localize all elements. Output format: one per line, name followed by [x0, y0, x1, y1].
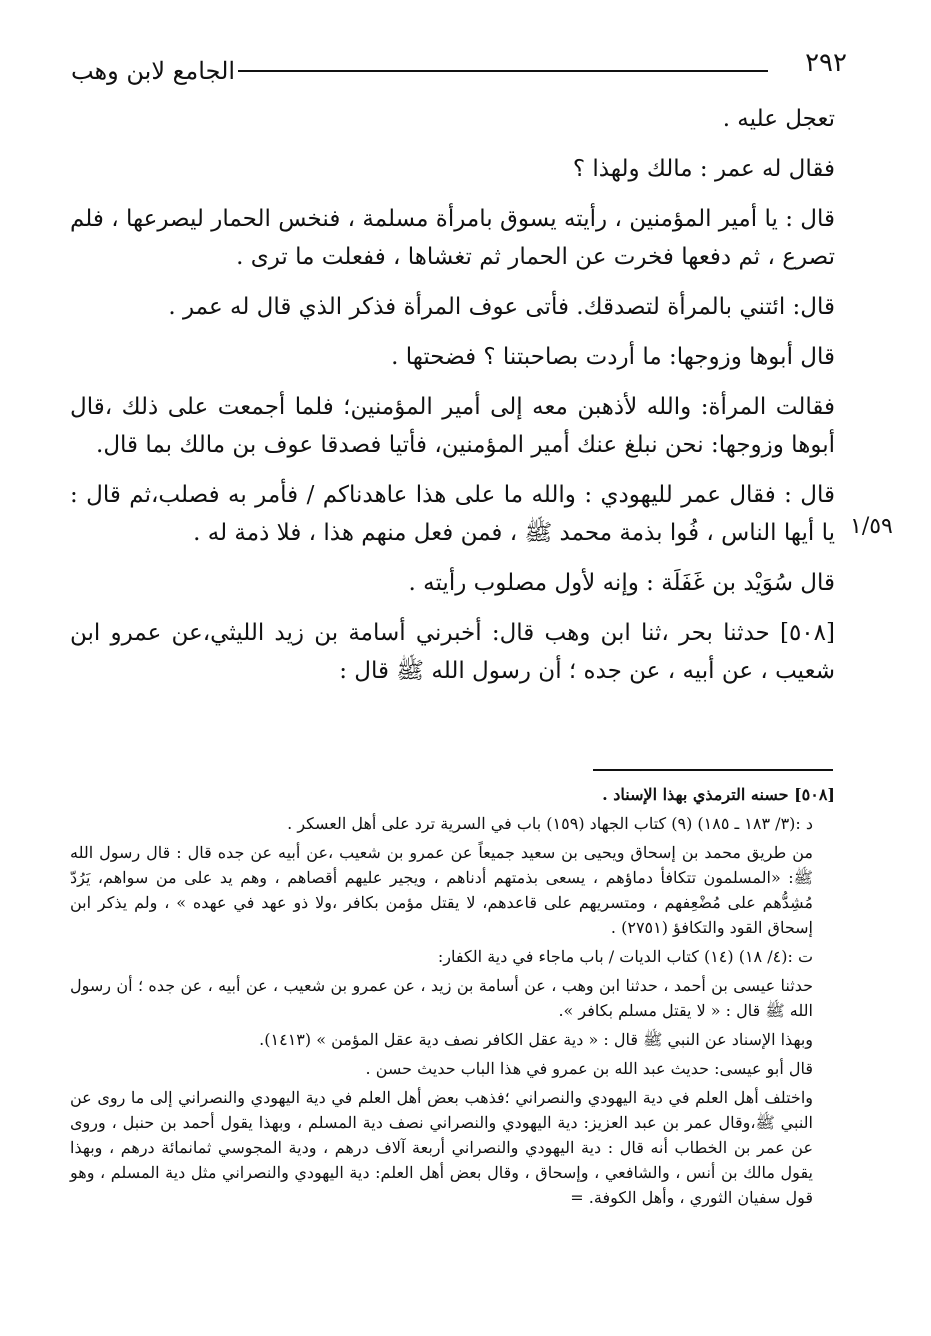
- main-paragraph: فقال له عمر : مالك ولهذا ؟: [572, 156, 835, 182]
- page-number: ٢٩٢: [805, 48, 847, 78]
- footnote-line: وبهذا الإسناد عن النبي ﷺ قال : « دية عقل الكافر نصف دية عقل المؤمن » (١٤١٣).: [259, 1030, 813, 1049]
- main-paragraph: قال أبوها وزوجها: ما أردت بصاحبتنا ؟ فضحتها .: [391, 344, 835, 370]
- main-paragraph: قال: ائتني بالمرأة لتصدقك. فأتى عوف المرأة فذكر الذي قال له عمر .: [168, 294, 835, 320]
- main-paragraph: فقالت المرأة: والله لأذهبن معه إلى أمير المؤمنين؛ فلما أجمعت على ذلك ،قال أبوها وزوجها: نحن نبلغ عنك أمير المؤمنين، فأتيا فصدقا عوف بن مالك بما قال.: [70, 394, 835, 458]
- footnotes: [70, 782, 835, 1214]
- footnote-line: من طريق محمد بن إسحاق ويحيى بن سعيد جميعاً عن عمرو بن شعيب ،عن أبيه عن جده قال : قال رسول الله ﷺ: «المسلمون تتكافأ دماؤهم ، يسعى بذمتهم أدناهم ، ويجير عليهم أقصاهم ، وهم يد على من سواهم، يَرُدّ مُشِدُّهم على مُضْعِفهم ، ومتسريهم على قاعدهم، لا يقتل مؤمن بكافر ،ولا ذو عهد في عهده » ، ولم يذكر ابن إسحاق القود والتكافؤ (٢٧٥١) .: [70, 843, 814, 937]
- footnote-line: حدثنا عيسى بن أحمد ، حدثنا ابن وهب ، عن أسامة بن زيد ، عن عمرو بن شعيب ، عن أبيه ، عن جده ؛ أن رسول الله ﷺ قال : « لا يقتل مسلم بكافر ».: [70, 976, 813, 1020]
- header-rule: [238, 70, 768, 72]
- book-title: الجامع لابن وهب: [70, 57, 236, 85]
- footnote-line: واختلف أهل العلم في دية اليهودي والنصراني ؛فذهب بعض أهل العلم في دية اليهودي والنصراني إلى ما روى عن النبي ﷺ،وقال عمر بن عبد العزيز: دية اليهودي والنصراني نصف دية المسلم ، وبهذا يقول أحمد بن حنبل ، وروى عن عمر بن الخطاب أنه قال : دية اليهودي والنصراني أربعة آلاف درهم ، ودية المجوسي ثمانمائة درهم ، وبهذا يقول مالك بن أنس ، والشافعي ، وإسحاق ، وقال بعض أهل العلم: دية اليهودي والنصراني مثل دية المسلم ، وهو قول سفيان الثوري ، وأهل الكوفة. =: [70, 1088, 814, 1207]
- footnote-heading: [٥٠٨] حسنه الترمذي بهذا الإسناد .: [602, 785, 835, 804]
- main-paragraph: قال : يا أمير المؤمنين ، رأيته يسوق بامرأة مسلمة ، فنخس الحمار ليصرعها ، فلم تصرع ، ثم دفعها فخرت عن الحمار ثم تغشاها ، ففعلت ما ترى .: [70, 206, 835, 270]
- margin-note: ١/٥٩: [850, 514, 893, 539]
- main-paragraph: قال : فقال عمر لليهودي : والله ما على هذا عاهدناكم / فأمر به فصلب،ثم قال : يا أيها الناس ، فُوا بذمة محمد ﷺ ، فمن فعل منهم هذا ، فلا ذمة له .: [70, 482, 835, 546]
- footnote-line: ت :(٤/ ١٨) (١٤) كتاب الديات / باب ماجاء في دية الكفار:: [437, 947, 813, 966]
- main-paragraph: تعجل عليه .: [722, 106, 835, 132]
- footnote-line: د :(٣/ ١٨٣ ـ ١٨٥) (٩) كتاب الجهاد (١٥٩) باب في السرية ترد على أهل العسكر .: [287, 814, 813, 833]
- main-paragraph: قال سُوَيْد بن غَفَلَة : وإنه لأول مصلوب رأيته .: [408, 570, 835, 596]
- main-paragraph: [٥٠٨] حدثنا بحر ،ثنا ابن وهب قال: أخبرني أسامة بن زيد الليثي،عن عمرو ابن شعيب ، عن أبيه ، عن جده ؛ أن رسول الله ﷺ قال :: [70, 620, 835, 684]
- main-text: [70, 100, 835, 702]
- footnote-rule: [593, 769, 833, 771]
- footnote-line: قال أبو عيسى: حديث عبد الله بن عمرو في هذا الباب حديث حسن .: [365, 1059, 813, 1078]
